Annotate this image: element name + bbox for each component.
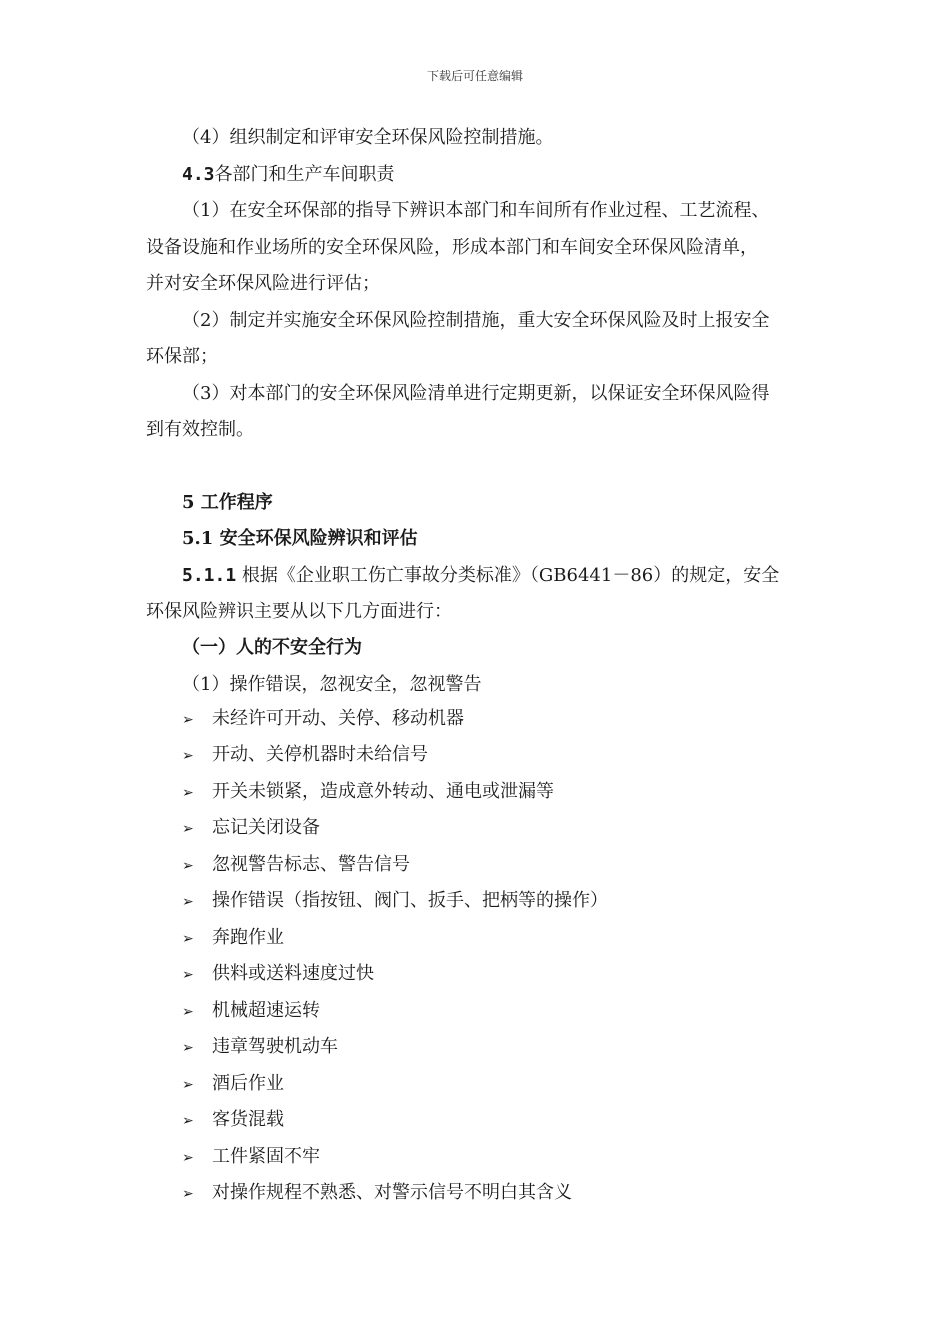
section-4-3-heading — [182, 163, 395, 187]
arrow-bullet-icon: ➢ — [182, 785, 194, 801]
arrow-bullet-icon: ➢ — [182, 1077, 194, 1093]
bullet-text: 操作错误（指按钮、阀门、扳手、把柄等的操作） — [212, 890, 608, 911]
bullet-item — [182, 1035, 338, 1060]
bullet-text: 机械超速运转 — [212, 1000, 320, 1021]
paragraph-line: 环保风险辨识主要从以下几方面进行： — [146, 601, 452, 622]
arrow-bullet-icon: ➢ — [182, 894, 194, 910]
paragraph-line: 设备设施和作业场所的安全环保风险，形成本部门和车间安全环保风险清单， — [146, 237, 758, 258]
paragraph-line: 到有效控制。 — [146, 419, 254, 440]
arrow-bullet-icon: ➢ — [182, 712, 194, 728]
bullet-text: 违章驾驶机动车 — [212, 1036, 338, 1057]
arrow-bullet-icon: ➢ — [182, 858, 194, 874]
bullet-item — [182, 816, 320, 841]
bullet-text: 客货混载 — [212, 1109, 284, 1130]
bullet-item — [182, 962, 374, 987]
bullet-text: 奔跑作业 — [212, 927, 284, 948]
arrow-bullet-icon: ➢ — [182, 1004, 194, 1020]
paragraph-4-1-item-4: （4）组织制定和评审安全环保风险控制措施。 — [182, 127, 554, 148]
section-number: 5.1.1 — [182, 565, 237, 586]
paragraph-line: （3）对本部门的安全环保风险清单进行定期更新，以保证安全环保风险得 — [182, 383, 770, 404]
arrow-bullet-icon: ➢ — [182, 821, 194, 837]
section-number: 4.3 — [182, 164, 215, 185]
bullet-text: 供料或送料速度过快 — [212, 963, 374, 984]
section-5-1-1-line — [182, 564, 779, 588]
paragraph-line: （1）在安全环保部的指导下辨识本部门和车间所有作业过程、工艺流程、 — [182, 200, 770, 221]
bullet-text: 对操作规程不熟悉、对警示信号不明白其含义 — [212, 1182, 572, 1203]
arrow-bullet-icon: ➢ — [182, 1186, 194, 1202]
bullet-text: 工件紧固不牢 — [212, 1146, 320, 1167]
header-note: 下载后可任意编辑 — [426, 69, 523, 83]
bullet-item — [182, 926, 284, 951]
section-5-1-heading: 5.1 安全环保风险辨识和评估 — [182, 528, 418, 549]
bullet-item — [182, 1072, 284, 1097]
bullet-text: 开动、关停机器时未给信号 — [212, 744, 428, 765]
arrow-bullet-icon: ➢ — [182, 931, 194, 947]
paragraph-text: 根据《企业职工伤亡事故分类标准》（GB6441－86）的规定，安全 — [236, 565, 780, 586]
bullet-item — [182, 707, 464, 732]
arrow-bullet-icon: ➢ — [182, 1150, 194, 1166]
bullet-item — [182, 853, 410, 878]
bullet-item — [182, 780, 554, 805]
bullet-item — [182, 999, 320, 1024]
paragraph-line: 环保部； — [146, 346, 218, 367]
bullet-item — [182, 1181, 572, 1206]
subsection-heading: （一）人的不安全行为 — [182, 637, 362, 658]
bullet-text: 未经许可开动、关停、移动机器 — [212, 708, 464, 729]
bullet-item — [182, 1108, 284, 1133]
bullet-text: 酒后作业 — [212, 1073, 284, 1094]
bullet-item — [182, 743, 428, 768]
arrow-bullet-icon: ➢ — [182, 967, 194, 983]
bullet-item — [182, 889, 608, 914]
section-title: 各部门和生产车间职责 — [214, 164, 395, 185]
bullet-item — [182, 1145, 320, 1170]
bullet-text: 忘记关闭设备 — [212, 817, 320, 838]
bullet-text: 开关未锁紧，造成意外转动、通电或泄漏等 — [212, 781, 554, 802]
paragraph-line: （2）制定并实施安全环保风险控制措施，重大安全环保风险及时上报安全 — [182, 310, 770, 331]
arrow-bullet-icon: ➢ — [182, 1113, 194, 1129]
paragraph-line: 并对安全环保风险进行评估； — [146, 273, 380, 294]
bullet-text: 忽视警告标志、警告信号 — [212, 854, 410, 875]
section-5-heading: 5 工作程序 — [182, 492, 273, 513]
list-item-heading: （1）操作错误，忽视安全，忽视警告 — [182, 674, 482, 695]
arrow-bullet-icon: ➢ — [182, 748, 194, 764]
arrow-bullet-icon: ➢ — [182, 1040, 194, 1056]
